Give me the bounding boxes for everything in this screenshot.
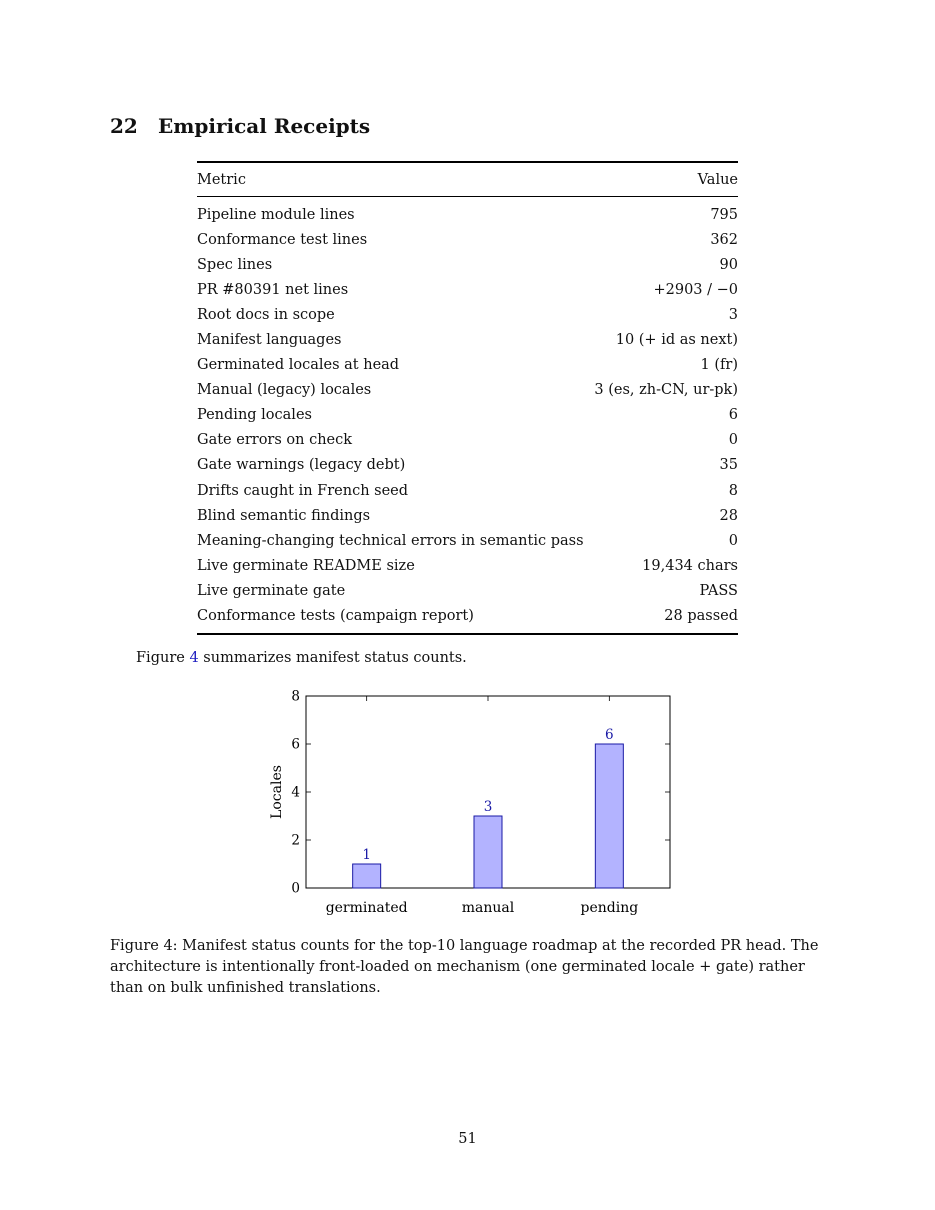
section-number: 22	[110, 114, 138, 138]
metric-cell: Gate errors on check	[197, 432, 353, 449]
bar-manual	[474, 816, 502, 888]
value-cell: 28	[719, 507, 738, 524]
figure-intro-text	[136, 649, 467, 667]
data-label-germinated: 1	[362, 847, 371, 863]
section-heading	[110, 112, 370, 140]
table-row	[197, 604, 738, 634]
value-cell: 362	[710, 231, 738, 248]
metric-cell: Live germinate README size	[197, 557, 415, 574]
value-cell: 795	[710, 206, 738, 223]
metric-cell: Pipeline module lines	[197, 206, 355, 223]
value-cell: +2903 / −0	[653, 281, 738, 298]
data-label-pending: 6	[605, 727, 614, 743]
table-row	[197, 327, 738, 352]
figure-reference-link[interactable]: 4	[189, 650, 199, 666]
table-row	[197, 197, 738, 228]
metrics-table	[197, 161, 738, 635]
value-cell: 3	[728, 306, 738, 323]
table-body	[197, 197, 738, 634]
value-cell: 19,434 chars	[642, 557, 738, 574]
status-bar-chart	[260, 680, 680, 920]
table-row	[197, 378, 738, 403]
figure-caption: Figure 4: Manifest status counts for the top-10 language roadmap at the recorded PR head. The architecture is intentionally front-loaded on mechanism (one germinated locale + gate) rather than on bulk unfinished translations.	[110, 938, 819, 996]
table-row	[197, 453, 738, 478]
table-row	[197, 578, 738, 603]
metric-cell: Blind semantic findings	[197, 507, 371, 524]
value-cell: 3 (es, zh-CN, ur-pk)	[594, 382, 738, 399]
value-cell: 28 passed	[664, 608, 738, 625]
value-cell: 10 (+ id as next)	[615, 332, 738, 349]
table-row	[197, 478, 738, 503]
metric-cell: Manifest languages	[197, 332, 342, 349]
table-row	[197, 302, 738, 327]
y-tick-label: 6	[291, 736, 300, 753]
intro-prefix: Figure	[136, 650, 190, 666]
y-tick-label: 0	[291, 880, 300, 897]
page-number: 51	[458, 1131, 477, 1147]
metric-cell: Gate warnings (legacy debt)	[197, 457, 406, 474]
x-tick-label-pending: pending	[580, 900, 639, 916]
table-row	[197, 503, 738, 528]
metric-cell: Pending locales	[197, 407, 312, 424]
value-cell: 1 (fr)	[700, 357, 738, 374]
metric-cell: Conformance tests (campaign report)	[197, 608, 474, 625]
value-cell: 8	[728, 482, 738, 499]
table-row	[197, 353, 738, 378]
table-row	[197, 428, 738, 453]
metric-cell: Conformance test lines	[197, 231, 368, 248]
table-row	[197, 227, 738, 252]
y-axis-label: Locales	[269, 765, 285, 819]
metric-cell: Meaning-changing technical errors in semantic pass	[197, 532, 584, 549]
y-tick-label: 2	[291, 832, 300, 849]
intro-suffix: summarizes manifest status counts.	[198, 650, 467, 666]
value-cell: 0	[728, 432, 738, 449]
table-row	[197, 403, 738, 428]
metric-cell: Live germinate gate	[197, 582, 346, 599]
metric-cell: PR #80391 net lines	[197, 281, 349, 298]
column-header-value: Value	[697, 171, 738, 188]
y-tick-label: 8	[291, 688, 300, 705]
metric-cell: Root docs in scope	[197, 306, 335, 323]
metric-cell: Drifts caught in French seed	[197, 482, 409, 499]
table-row	[197, 528, 738, 553]
value-cell: 35	[719, 457, 738, 474]
table-header-row	[197, 162, 738, 197]
value-cell: PASS	[699, 582, 738, 599]
column-header-metric: Metric	[197, 171, 246, 188]
bar-germinated	[353, 864, 381, 888]
value-cell: 6	[728, 407, 738, 424]
y-tick-label: 4	[291, 784, 300, 801]
x-tick-label-germinated: germinated	[325, 900, 408, 916]
data-label-manual: 3	[483, 799, 493, 815]
table-row	[197, 252, 738, 277]
bar-pending	[595, 744, 623, 888]
x-tick-label-manual: manual	[461, 900, 515, 916]
value-cell: 0	[728, 532, 738, 549]
metric-cell: Germinated locales at head	[197, 357, 400, 374]
metric-cell: Spec lines	[197, 256, 273, 273]
table-row	[197, 277, 738, 302]
value-cell: 90	[719, 256, 738, 273]
section-title: Empirical Receipts	[158, 114, 371, 138]
metric-cell: Manual (legacy) locales	[197, 382, 372, 399]
table-row	[197, 553, 738, 578]
